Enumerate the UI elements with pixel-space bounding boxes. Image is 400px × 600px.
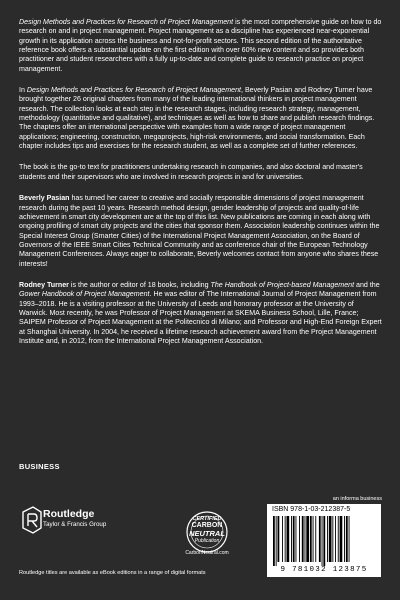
footer-note: Routledge titles are available as eBook editions in a range of digital formats <box>19 570 206 576</box>
bio-text: has turned her career to creative and socially responsible dimensions of project management research during the past 10 years. Research method design, gender leadership of projects and quality-of-life achievement in smart city development are at the top of this list. New publications are coming in each along with ongoing profiling of smart city projects and the cities that sponsor them. Association leadership continues within the Special Interest Group (Smarter Cities) of the International Project Management Association, on the Board of Governors of the IEEE Smart Cities Technical Community and as conference chair of the European Technology Management Conferences. Always eager to collaborate, Beverly welcomes contact from anyone who shares these interests! <box>19 194 380 268</box>
description-text: , Beverly Pasian and Rodney Turner have brought together 26 original chapters from many of the leading international thinkers in project management research. The collection looks at each step in the research stages, including research strategy, management, methodology (quantitative and qualitative), and techniques as well as how to share and publish research findings. The chapters offer an international perspective with examples from a wide range of project management applications; engineering, construction, megaprojects, high-risk environments, and social transformation. Each chapter includes tips and exercises for the research student, as well as a complete set of further references. <box>19 86 375 151</box>
routledge-logo-icon <box>19 500 139 540</box>
description-paragraph-2 <box>19 86 383 151</box>
book-reference: The Handbook of Project-based Management <box>210 280 355 289</box>
barcode-panel <box>267 504 381 577</box>
description-paragraph-3: The book is the go-to text for practitioners undertaking research in companies, and also doctoral and master's students and their supervisors who are involved in research projects in and for universities. <box>19 163 363 181</box>
author-name: Beverly Pasian <box>19 194 70 203</box>
bio-text: . He was editor of The International Journal of Project Management from 1993–2018. He is a visiting professor at the University of Leeds and honorary professor at the University of Warwick. Most recently, he was Professor of Project Management at SKEMA Business School, Lille, France; SAIPEM Professor of Project Management at the Politecnico di Milano; and Professor and High-End Foreign Expert at Shanghai University. In 2004, he received a lifetime research achievement award from the Project Management Institute and, in 2012, from the International Project Management Association. <box>19 290 382 345</box>
neutral-word: NEUTRAL <box>189 529 225 538</box>
carbon-neutral-seal <box>180 508 234 568</box>
publisher-sub: Taylor & Francis Group <box>43 521 107 528</box>
barcode-digits: 9 781032 123875 <box>280 566 368 574</box>
publisher-name: Routledge <box>43 508 95 520</box>
book-title: Design Methods and Practices for Research of Project Management <box>19 18 234 26</box>
imprint-text: an informa business <box>332 496 382 502</box>
carbon-publication: Publication <box>194 538 220 544</box>
carbon-url: CarbonNeutral.com <box>185 550 229 556</box>
bio-text: and the <box>354 280 380 289</box>
description-lead: In <box>19 86 27 95</box>
barcode-icon <box>273 516 375 566</box>
bio-text: is the author or editor of 18 books, including <box>68 280 211 289</box>
description-paragraph-1 <box>19 18 383 74</box>
back-cover-text <box>19 18 383 358</box>
book-reference: Gower Handbook of Project Management <box>19 290 150 299</box>
carbon-word: CARBON <box>191 522 223 529</box>
section-label: BUSINESS <box>19 462 60 471</box>
author-bio-pasian <box>19 194 383 269</box>
author-bio-turner <box>19 281 383 346</box>
isbn: ISBN 978-1-03-212387-5 <box>272 506 351 513</box>
carbon-certified: CERTIFIED <box>192 516 222 522</box>
book-title: Design Methods and Practices for Research of Project Management <box>26 86 241 95</box>
author-name: Rodney Turner <box>19 280 69 289</box>
description-text: is the most comprehensive guide on how to do research on and in project management. Project management as a discipline has experienced near-exponential growth in its application across the business and not-for-profit sectors. This second edition of the authoritative reference book offers a substantial update on the first edition with over 60% new content and so provides both practitioner and student researchers with a fully up-to-date and complete guide to research practice on project management. <box>19 18 382 73</box>
